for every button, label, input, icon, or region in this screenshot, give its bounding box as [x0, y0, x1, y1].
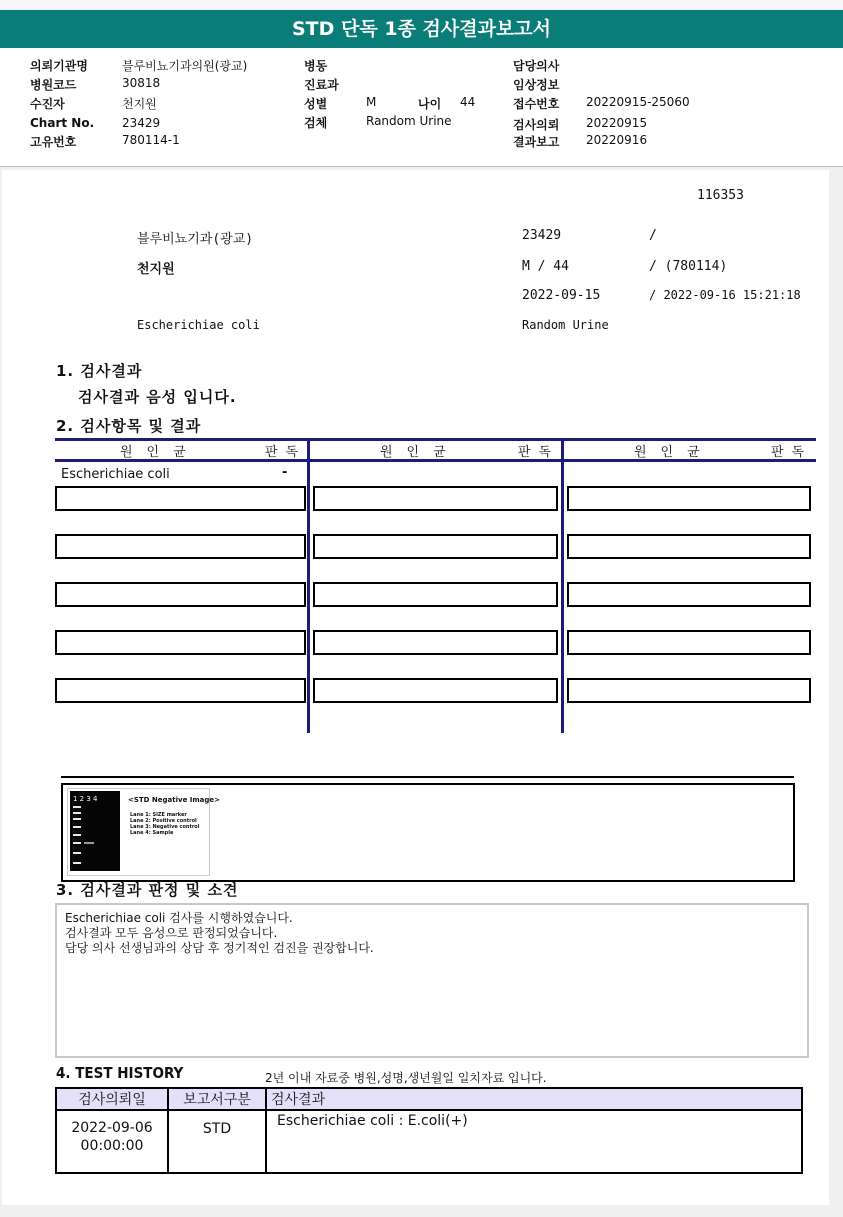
section3-heading: 3. 검사결과 판정 및 소견	[56, 881, 239, 899]
summary-sex-age: M / 44	[522, 259, 569, 274]
patient-label: 수진자	[30, 97, 65, 111]
gel-title: <STD Negative Image>	[128, 796, 221, 804]
history-result: Escherichiae coli : E.coli(+)	[266, 1110, 802, 1173]
gel-photo	[70, 791, 120, 871]
reception-no-value: 20220915-25060	[586, 95, 690, 109]
section1-result: 검사결과 음성 입니다.	[78, 388, 237, 406]
gel-legend-3: Lane 3: Negative control	[130, 824, 200, 830]
opinion-line-2: 검사결과 모두 음성으로 판정되었습니다.	[65, 926, 278, 940]
patient-header	[0, 48, 843, 167]
col-organism-1: 원인균	[120, 445, 200, 460]
unique-no-value: 780114-1	[122, 133, 180, 147]
hospital-code-value: 30818	[122, 76, 161, 90]
gel-legend-2: Lane 2: Positive control	[130, 818, 197, 824]
history-table	[55, 1087, 803, 1174]
table-divider-2	[561, 438, 564, 733]
gel-band	[73, 834, 81, 836]
col-judgement-2: 판독	[518, 445, 560, 460]
gel-band	[73, 842, 81, 844]
result-cell	[313, 630, 558, 655]
result-cell	[313, 582, 558, 607]
chart-no-label: Chart No.	[30, 116, 95, 130]
history-col-result: 검사결과	[266, 1088, 802, 1110]
image-top-rule	[61, 776, 794, 778]
hospital-code-label: 병원코드	[30, 78, 77, 92]
history-date-cell	[56, 1110, 168, 1173]
result-cell	[313, 678, 558, 703]
ward-label: 병동	[304, 59, 328, 73]
gel-band	[73, 818, 81, 820]
result-cell	[567, 678, 811, 703]
section1-heading: 1. 검사결과	[56, 362, 143, 380]
section4-heading: 4. TEST HISTORY	[56, 1064, 184, 1082]
summary-chart-no: 23429	[522, 228, 562, 243]
result-cell	[313, 486, 558, 511]
summary-test-item: Escherichiae coli	[137, 318, 260, 332]
col-organism-3: 원인균	[634, 445, 714, 460]
opinion-line-1: Escherichiae coli 검사를 시행하였습니다.	[65, 911, 293, 925]
table-divider-1	[307, 438, 310, 733]
chart-no-value: 23429	[122, 116, 161, 130]
patient-value: 천지원	[122, 97, 157, 111]
col-organism-2: 원인균	[380, 445, 460, 460]
gel-legend-1: Lane 1: SIZE marker	[130, 812, 187, 818]
gel-band	[73, 862, 81, 864]
history-time: 00:00:00	[80, 1138, 144, 1154]
report-title: STD 단독 1종 검사결과보고서	[0, 10, 843, 48]
request-date-label: 검사의뢰	[513, 118, 560, 132]
col-judgement-1: 판독	[265, 445, 307, 460]
report-number: 116353	[697, 188, 744, 203]
result-cell	[567, 582, 811, 607]
history-note: 2년 이내 자료중 병원,성명,생년월일 일치자료 입니다.	[265, 1071, 547, 1085]
result-cell	[567, 630, 811, 655]
gel-band	[73, 852, 81, 854]
gel-legend-4: Lane 4: Sample	[130, 830, 174, 836]
summary-institution: 블루비뇨기과(광교)	[137, 232, 254, 247]
age-label: 나이	[418, 97, 442, 111]
specimen-label: 검체	[304, 116, 328, 130]
result-cell	[567, 534, 811, 559]
result-cell	[55, 678, 306, 703]
history-date: 2022-09-06	[71, 1120, 153, 1136]
top-strip	[0, 0, 843, 9]
history-row	[56, 1110, 802, 1173]
summary-report-datetime: / 2022-09-16 15:21:18	[649, 288, 801, 302]
request-date-value: 20220915	[586, 116, 648, 130]
result-cell	[55, 630, 306, 655]
doctor-label: 담당의사	[513, 59, 560, 73]
gel-band	[73, 812, 81, 814]
result-cell	[55, 486, 306, 511]
gel-band	[84, 842, 94, 844]
result-judgement: -	[282, 465, 288, 480]
unique-no-label: 고유번호	[30, 135, 77, 149]
sex-label: 성별	[304, 97, 328, 111]
summary-request-date: 2022-09-15	[522, 288, 601, 303]
gel-band	[73, 806, 81, 808]
history-col-date: 검사의뢰일	[56, 1088, 168, 1110]
result-cell	[567, 486, 811, 511]
specimen-value: Random Urine	[366, 114, 452, 128]
institution-label: 의뢰기관명	[30, 59, 88, 73]
report-date-label: 결과보고	[513, 135, 560, 149]
result-organism: Escherichiae coli	[61, 467, 170, 482]
report-date-value: 20220916	[586, 133, 648, 147]
result-cell	[55, 534, 306, 559]
history-header-row	[56, 1088, 802, 1110]
summary-slash: /	[649, 228, 657, 243]
col-judgement-3: 판독	[771, 445, 813, 460]
history-col-type: 보고서구분	[168, 1088, 266, 1110]
result-cell	[313, 534, 558, 559]
gel-lane-numbers: 1 2 3 4	[73, 795, 98, 803]
section2-heading: 2. 검사항목 및 결과	[56, 417, 202, 435]
institution-value: 블루비뇨기과의원(광교)	[122, 59, 248, 73]
summary-patient: 천지원	[137, 262, 175, 277]
sex-value: M	[366, 95, 377, 109]
gel-band	[73, 826, 81, 828]
history-type: STD	[168, 1110, 266, 1173]
opinion-box	[55, 903, 809, 1058]
department-label: 진료과	[304, 78, 339, 92]
reception-no-label: 접수번호	[513, 97, 560, 111]
summary-birth: / (780114)	[649, 259, 728, 274]
result-cell	[55, 582, 306, 607]
age-value: 44	[460, 95, 476, 109]
clinical-info-label: 임상정보	[513, 78, 560, 92]
summary-specimen: Random Urine	[522, 318, 609, 332]
opinion-line-3: 담당 의사 선생님과의 상담 후 정기적인 검진을 권장합니다.	[65, 941, 374, 955]
